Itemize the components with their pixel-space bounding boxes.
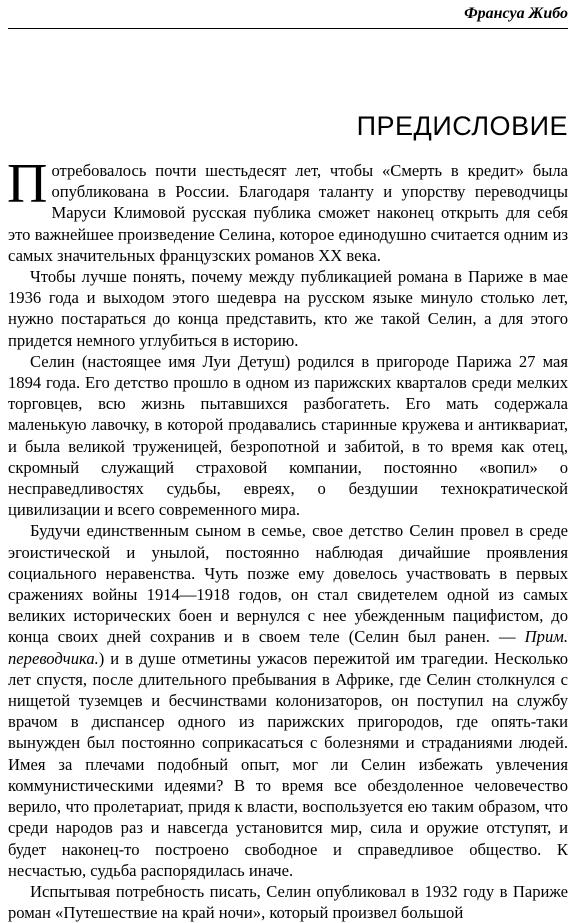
paragraph-4-text-a: Будучи единственным сыном в семье, свое детство Селин провел в среде эгоистической и унылой, постоянно наблюдая дичайшие проявления социального неравенства. Чуть позже ему довелось участвовать в первых сражениях войны 1914—1918 годов, он стал свидетелем одной из самых великих исторических боен и вернулся с нее убежденным пацифистом, до конца своих дней сохранив и в своем теле (Селин был ранен. —	[8, 521, 568, 647]
body-text	[7, 153, 568, 923]
paragraph-2: Чтобы лучше понять, почему между публикацией романа в Париже в мае 1936 года и выходом этого шедевра на русском языке минуло столько лет, нужно постараться до конца представить, кто же такой Селин, а для этого придется немного углубиться в историю.	[8, 267, 568, 350]
paragraph-4	[8, 520, 568, 880]
book-page	[7, 0, 568, 923]
paragraph-3: Селин (настоящее имя Луи Детуш) родился в пригороде Парижа 27 мая 1894 года. Его детство прошло в одном из парижских кварталов среди мелких торговцев, всю жизнь пытавшихся разбогатеть. Его мать содержала маленькую лавочку, в которой продавались старинные кружева и антиквариат, и была великой труженицей, безропотной и забитой, в то время как отец, скромный служащий страховой компании, постоянно «вопил» о несправедливостях судьбы, евреях, о бездушии технократической цивилизации и всего современного мира.	[8, 351, 568, 520]
running-head-author: Франсуа Жибо	[464, 5, 568, 22]
translator-note: Прим. переводчика.	[8, 627, 568, 668]
header-rule	[8, 28, 568, 29]
paragraph-1	[7, 153, 568, 266]
drop-cap: П	[7, 153, 48, 215]
paragraph-5: Испытывая потребность писать, Селин опубликовал в 1932 году в Париже роман «Путешествие на край ночи», который произвел большой	[8, 881, 568, 923]
chapter-title: ПРЕДИСЛОВИЕ	[356, 111, 568, 142]
paragraph-4-text-b: ) и в душе отметины ужасов пережитой им трагедии. Несколько лет спустя, после длительного пребывания в Африке, где Селин столкнулся с нищетой туземцев и бесчинствами колонизаторов, он поступил на службу врачом в диспансер одного из парижских пригородов, где опять-таки вынужден был постоянно соприкасаться с болезнями и страданиями людей. Имея за плечами подобный опыт, мог ли Селин избежать увлечения коммунистическими идеями? В то время все обездоленное человечество верило, что пролетариат, придя к власти, воспользуется ею таким образом, что среди народов раз и навсегда установится мир, сила и оружие отступят, и будет наконец-то построено свободное и справедливое общество. К несчастью, судьба распорядилась иначе.	[8, 648, 568, 880]
paragraph-1-text: отребовалось почти шестьдесят лет, чтобы «Смерть в кредит» была опубликована в России. Благодаря таланту и упорству переводчицы Маруси Климовой русская публика сможет наконец открыть для себя это важнейшее произведение Селина, которое единодушно считается одним из самых значительных французских романов XX века.	[8, 161, 568, 265]
